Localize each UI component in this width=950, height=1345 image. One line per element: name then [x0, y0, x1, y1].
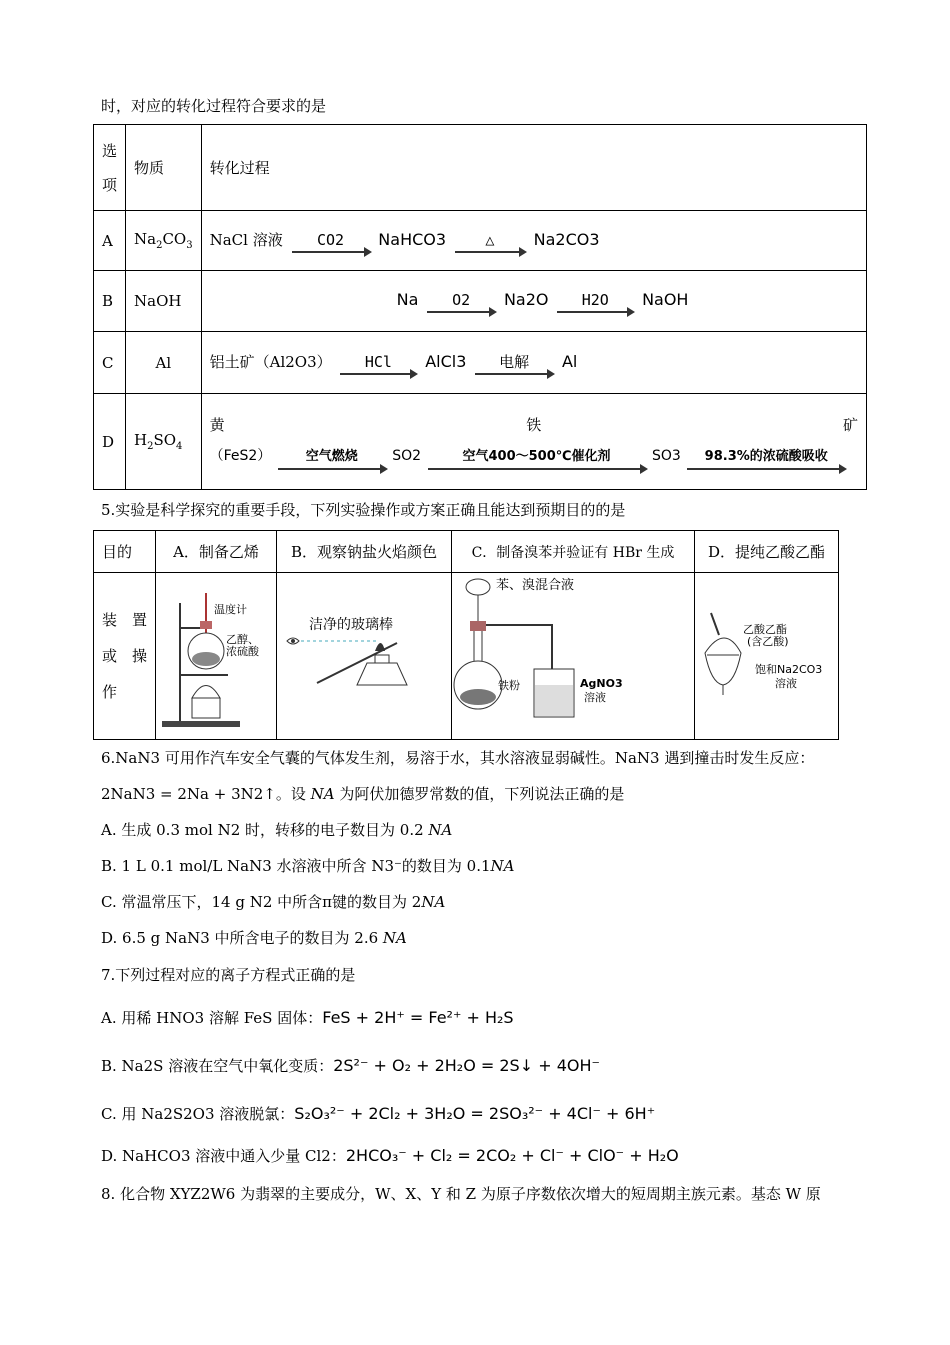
reaction-arrow: △: [455, 231, 525, 253]
start-text: （FeS2）: [209, 447, 272, 464]
q6-option-d: D. 6.5 g NaN3 中所含电子的数目为 2.6 NA: [101, 929, 407, 947]
apparatus-c: [452, 573, 695, 740]
intermediate: NaHCO3: [378, 229, 447, 249]
header-option: 选项: [94, 125, 126, 211]
reaction-arrow: CO2: [292, 231, 370, 253]
q6-option-c: C. 常温常压下，14 g N2 中所含π键的数目为 2NA: [101, 893, 446, 911]
svg-text:饱和Na2CO3: 饱和Na2CO3: [755, 663, 823, 676]
reaction-arrow: H2O: [557, 291, 633, 313]
start-text: NaCl 溶液: [209, 230, 283, 249]
intro-text: 时，对应的转化过程符合要求的是: [101, 97, 327, 115]
header-purpose: 目的: [94, 531, 156, 573]
q7-stem: 7.下列过程对应的离子方程式正确的是: [101, 966, 356, 984]
substance-cell: $H_2SO_4$: [126, 394, 202, 490]
header-option-b: B．观察钠盐火焰颜色: [277, 531, 452, 573]
header-option-c: C．制备溴苯并验证有 HBr 生成: [452, 531, 695, 573]
header-process: 转化过程: [201, 125, 866, 211]
option-label: A: [94, 211, 126, 271]
process-cell: [201, 271, 866, 332]
ethylene-apparatus: [156, 573, 276, 735]
intermediate: Na2O: [503, 289, 549, 309]
intermediate-2: SO3: [651, 447, 681, 464]
product: Na2CO3: [533, 229, 600, 249]
q7-option-b: B. Na2S 溶液在空气中氧化变质：2S²⁻ + O₂ + 2H₂O = 2S↓ + 4OH⁻: [101, 1056, 600, 1075]
header-substance: 物质: [126, 125, 202, 211]
q5-stem: 5.实验是科学探究的重要手段，下列实验操作或方案正确且能达到预期目的的是: [101, 501, 626, 519]
q7-option-a: A. 用稀 HNO3 溶解 FeS 固体：FeS + 2H⁺ = Fe²⁺ + H₂S: [101, 1008, 514, 1027]
apparatus-b: [277, 573, 452, 740]
svg-text:铁粉: 铁粉: [498, 679, 520, 692]
flame-test-apparatus: [277, 573, 451, 735]
intermediate: SO2: [392, 447, 422, 464]
table-row: [94, 394, 867, 490]
ore-char-3: 矿: [842, 415, 858, 434]
svg-text:AgNO3: AgNO3: [580, 677, 623, 690]
q6-option-b: B. 1 L 0.1 mol/L NaN3 水溶液中所含 N3⁻的数目为 0.1NA: [101, 857, 515, 875]
q4-table: [93, 124, 867, 490]
q5-table: [93, 530, 839, 740]
option-label: D: [94, 394, 126, 490]
process-cell: [201, 394, 866, 490]
substance-cell: NaOH: [126, 271, 202, 332]
start-text: 铝土矿（Al2O3）: [209, 352, 332, 371]
svg-text:乙酸乙酯: 乙酸乙酯: [743, 623, 787, 636]
reaction-arrow: 电解: [475, 353, 553, 375]
q8-stem: 8. 化合物 XYZ2W6 为翡翠的主要成分，W、X、Y 和 Z 为原子序数依次增大的短周期主族元素。基态 W 原: [101, 1185, 821, 1203]
product: Al: [561, 351, 578, 371]
row-label: 装 置 或 操 作: [94, 573, 156, 740]
reaction-arrow: 98.3%的浓硫酸吸收: [687, 448, 845, 470]
bromobenzene-apparatus: [452, 573, 694, 735]
reaction-arrow: HCl: [340, 353, 416, 375]
apparatus-d: [695, 573, 839, 740]
option-label: B: [94, 271, 126, 332]
q6-option-a: A. 生成 0.3 mol N2 时，转移的电子数目为 0.2 NA: [101, 821, 453, 839]
header-option-a: A．制备乙烯: [156, 531, 277, 573]
intermediate: AlCl3: [425, 351, 467, 371]
product: NaOH: [642, 289, 689, 309]
substance-cell: Al: [126, 332, 202, 394]
process-cell: [201, 211, 866, 271]
svg-text:温度计: 温度计: [214, 603, 247, 616]
q7-option-c: C. 用 Na2S2O3 溶液脱氯：S₂O₃²⁻ + 2Cl₂ + 3H₂O = 2SO₃²⁻ + 4Cl⁻ + 6H⁺: [101, 1104, 656, 1123]
svg-text:浓硫酸: 浓硫酸: [226, 645, 259, 658]
svg-text:苯、溴混合液: 苯、溴混合液: [496, 578, 575, 593]
start-text: Na: [396, 289, 419, 309]
reaction-arrow: 空气燃烧: [278, 448, 386, 470]
reaction-arrow: 空气400～500℃催化剂: [428, 448, 646, 470]
q6-line2: 2NaN3 = 2Na + 3N2↑。设 NA 为阿伏加德罗常数的值，下列说法正确的是: [101, 785, 625, 803]
process-cell: [201, 332, 866, 394]
header-option-d: D．提纯乙酸乙酯: [695, 531, 839, 573]
q7-option-d: D. NaHCO3 溶液中通入少量 Cl2：2HCO₃⁻ + Cl₂ = 2CO₂ + Cl⁻ + ClO⁻ + H₂O: [101, 1146, 679, 1165]
svg-text:(含乙酸): (含乙酸): [747, 635, 789, 648]
option-label: C: [94, 332, 126, 394]
svg-text:溶液: 溶液: [775, 677, 797, 690]
separatory-funnel: [695, 573, 837, 735]
substance-cell: $Na_2CO_3$: [126, 211, 202, 271]
q6-line1: 6.NaN3 可用作汽车安全气囊的气体发生剂，易溶于水，其水溶液显弱碱性。NaN3 遇到撞击时发生反应：: [101, 749, 815, 767]
table-row: [94, 332, 867, 394]
table-row: [94, 211, 867, 271]
svg-text:溶液: 溶液: [584, 691, 606, 704]
svg-text:乙醇、: 乙醇、: [226, 633, 259, 646]
ore-char-1: 黄: [209, 415, 225, 434]
table-row: [94, 271, 867, 332]
reaction-arrow: O2: [427, 291, 495, 313]
ore-char-2: 铁: [526, 415, 542, 434]
svg-text:洁净的玻璃棒: 洁净的玻璃棒: [309, 617, 393, 633]
apparatus-a: [156, 573, 277, 740]
